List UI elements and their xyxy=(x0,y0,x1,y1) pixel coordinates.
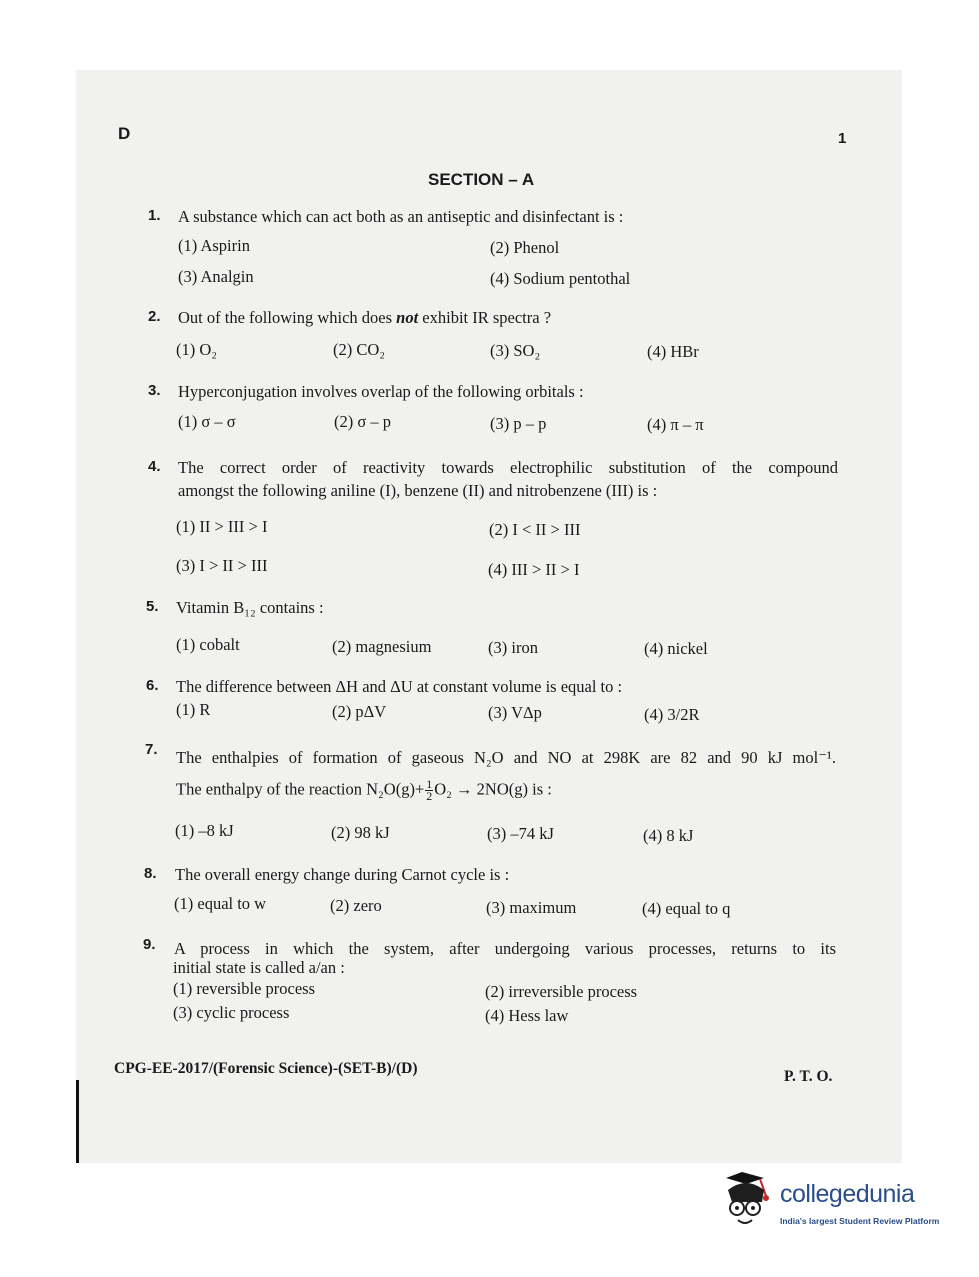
option-4: (4) III > II > I xyxy=(488,560,580,579)
brand-tagline: India's largest Student Review Platform xyxy=(780,1216,940,1226)
option-2: (2) irreversible process xyxy=(485,982,638,1001)
question-text-line-1: The correct order of reactivity towards electrophilic substitution of the compound xyxy=(178,458,838,477)
option-3: (3) SO₂ xyxy=(490,341,541,360)
option-1: (1) O₂ xyxy=(176,340,218,359)
option-1: (1) –8 kJ xyxy=(175,821,234,840)
question-text-line-1: A process in which the system, after undergoing various processes, returns to its xyxy=(174,939,836,958)
option-1: (1) R xyxy=(176,700,211,719)
question-text: The difference between ΔH and ΔU at constant volume is equal to : xyxy=(176,677,623,696)
question-number: 5. xyxy=(146,598,159,615)
option-2: (2) zero xyxy=(330,896,382,915)
option-2: (2) 98 kJ xyxy=(331,823,390,842)
option-2: (2) magnesium xyxy=(332,637,432,656)
question-text-line-2: initial state is called a/an : xyxy=(173,958,345,977)
page-turn-over: P. T. O. xyxy=(784,1068,833,1085)
option-3: (3) cyclic process xyxy=(173,1003,290,1022)
brand-name: collegedunia xyxy=(780,1180,915,1208)
option-2: (2) CO₂ xyxy=(333,340,386,359)
option-3: (3) –74 kJ xyxy=(487,824,554,843)
question-number: 7. xyxy=(145,741,158,758)
fraction-half: $\frac{1}{2}$ xyxy=(426,777,433,803)
option-3: (3) I > II > III xyxy=(176,556,268,575)
option-3: (3) p – p xyxy=(490,414,547,433)
option-4: (4) equal to q xyxy=(642,899,731,918)
option-4: (4) Sodium pentothal xyxy=(490,269,631,288)
option-4: (4) Hess law xyxy=(485,1006,569,1025)
question-number: 1. xyxy=(148,207,161,224)
question-text: Out of the following which does not exhibit IR spectra ? xyxy=(178,308,552,327)
question-number: 9. xyxy=(143,936,156,953)
option-3: (3) Analgin xyxy=(178,267,254,286)
question-text: A substance which can act both as an antiseptic and disinfectant is : xyxy=(178,207,624,226)
collegedunia-watermark xyxy=(720,1168,960,1238)
option-1: (1) reversible process xyxy=(173,979,316,998)
option-4: (4) π – π xyxy=(647,415,704,434)
question-number: 3. xyxy=(148,382,161,399)
exam-code: CPG-EE-2017/(Forensic Science)-(SET-B)/(D) xyxy=(114,1060,418,1077)
set-letter: D xyxy=(118,124,131,143)
question-text: Vitamin B₁₂ contains : xyxy=(176,598,324,617)
question-text-line-2: amongst the following aniline (I), benzene (II) and nitrobenzene (III) is : xyxy=(178,481,658,500)
paper-edge-mark xyxy=(76,1080,79,1163)
option-2: (2) I < II > III xyxy=(489,520,581,539)
question-text-line-2: The enthalpy of the reaction N₂O(g)+ $\frac{1}{2}$ O₂ → 2NO(g) is : xyxy=(176,777,552,803)
question-text: The overall energy change during Carnot cycle is : xyxy=(175,865,510,884)
option-3: (3) VΔp xyxy=(488,703,542,722)
option-1: (1) equal to w xyxy=(174,894,267,913)
section-title: SECTION – A xyxy=(428,170,535,189)
option-1: (1) II > III > I xyxy=(176,517,268,536)
question-number: 8. xyxy=(144,865,157,882)
question-number: 2. xyxy=(148,308,161,325)
option-4: (4) HBr xyxy=(647,342,699,361)
option-4: (4) 8 kJ xyxy=(643,826,694,845)
option-1: (1) Aspirin xyxy=(178,236,250,255)
question-text: Hyperconjugation involves overlap of the following orbitals : xyxy=(178,382,584,401)
option-3: (3) iron xyxy=(488,638,538,657)
option-2: (2) pΔV xyxy=(332,702,387,721)
question-number: 6. xyxy=(146,677,159,694)
option-3: (3) maximum xyxy=(486,898,577,917)
question-number: 4. xyxy=(148,458,161,475)
option-2: (2) Phenol xyxy=(490,238,560,257)
option-4: (4) nickel xyxy=(644,639,708,658)
option-1: (1) σ – σ xyxy=(178,412,236,431)
page-number: 1 xyxy=(838,130,847,147)
option-1: (1) cobalt xyxy=(176,635,240,654)
mascot-icon xyxy=(720,1168,780,1238)
question-text-line-1: The enthalpies of formation of gaseous N₂O and NO at 298K are 82 and 90 kJ mol⁻¹. xyxy=(176,748,836,767)
option-4: (4) 3/2R xyxy=(644,705,700,724)
option-2: (2) σ – p xyxy=(334,412,392,431)
